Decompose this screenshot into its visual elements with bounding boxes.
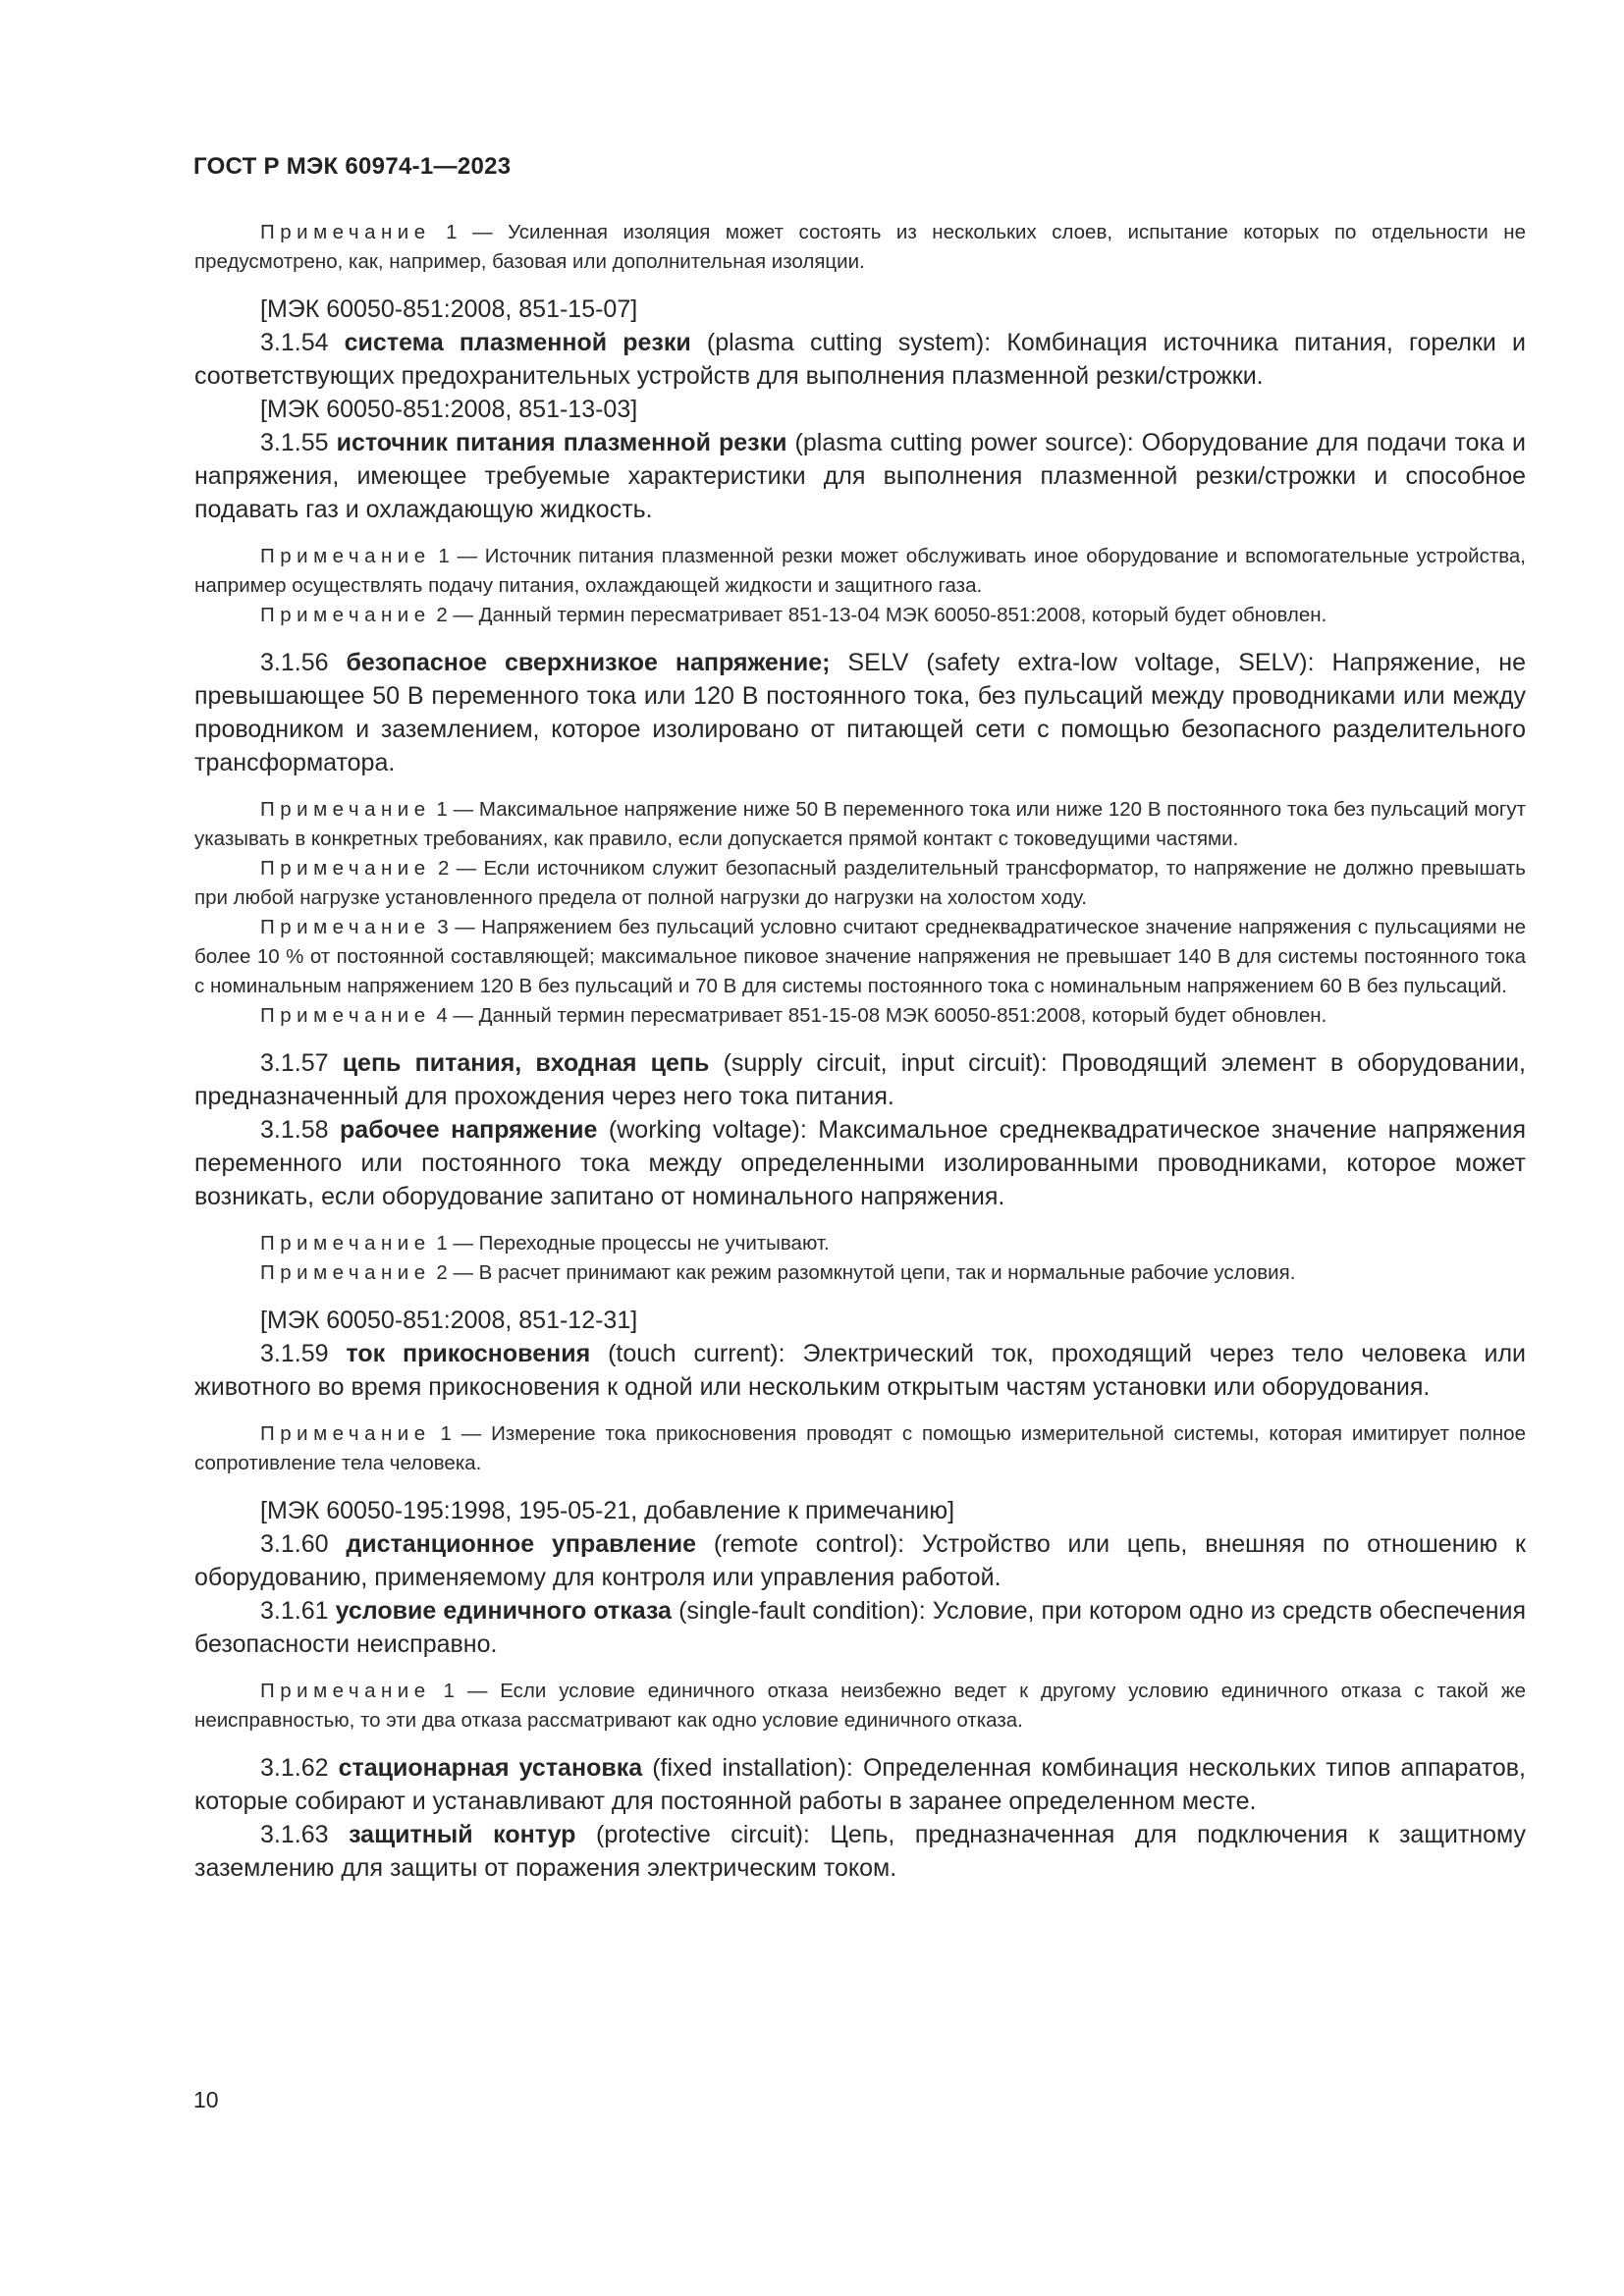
reference: [МЭК 60050-851:2008, 851-15-07] [260,295,638,323]
note-label: Примечание [260,1680,431,1702]
note: Примечание 3 — Напряжением без пульсаций условно считают среднеквадратическое значение напряжения с пульсациями не более 10 % от постоянной составляющей; максимальное пиковое значение напряжения не превышает 140 В для системы постоянного тока с номинальным напряжением 120 В без пульсаций и 70 В для системы постоянного тока с номинальным напряжением 60 В без пульсаций. [194,916,1526,997]
page-number: 10 [193,2087,219,2112]
term: ток прикосновения [346,1340,591,1367]
note: Примечание 1 — Измерение тока прикосновения проводят с помощью измерительной системы, которая имитирует полное сопротивление тела человека. [194,1422,1526,1474]
term: условие единичного отказа [335,1597,672,1625]
standard-header: ГОСТ Р МЭК 60974-1—2023 [193,153,512,180]
note: Примечание 1 — Максимальное напряжение ниже 50 В переменного тока или ниже 120 В постоянного тока без пульсаций могут указывать в конкретных требованиях, как правило, если допускается прямой контакт с токоведущими частями. [194,798,1526,850]
definition-3-1-58: 3.1.58 рабочее напряжение (working voltage): Максимальное среднеквадратическое значение напряжения переменного или постоянного тока между определенными изолированными проводниками, которое может возникать, если оборудование запитано от номинального напряжения. [194,1116,1526,1210]
reference: [МЭК 60050-195:1998, 195-05-21, добавление к примечанию] [260,1497,955,1524]
definition-3-1-62: 3.1.62 стационарная установка (fixed installation): Определенная комбинация нескольких типов аппаратов, которые собирают и устанавливают для постоянной работы в заранее определенном месте. [194,1754,1526,1815]
note: Примечание 1 — Усиленная изоляция может состоять из нескольких слоев, испытание которых по отдельности не предусмотрено, как, например, базовая или дополнительная изоляции. [194,221,1526,273]
note-label: Примечание [260,1422,431,1445]
definition-3-1-61: 3.1.61 условие единичного отказа (single-fault condition): Условие, при котором одно из средств обеспечения безопасности неисправно. [194,1597,1526,1658]
note-label: Примечание [260,545,431,567]
definition-3-1-60: 3.1.60 дистанционное управление (remote control): Устройство или цепь, внешняя по отношению к оборудованию, применяемому для контроля или управления работой. [194,1530,1526,1591]
note-label: Примечание [260,1004,431,1027]
note: Примечание 1 — Источник питания плазменной резки может обслуживать иное оборудование и вспомогательные устройства, например осуществлять подачу питания, охлаждающей жидкости и защитного газа. [194,545,1526,597]
reference: [МЭК 60050-851:2008, 851-12-31] [260,1307,638,1334]
note-label: Примечание [260,857,431,880]
term: защитный контур [349,1821,576,1848]
term: безопасное сверхнизкое напряжение; [346,649,831,676]
term: цепь питания, входная цепь [342,1049,710,1077]
page-content [194,218,1526,1885]
note: Примечание 2 — Данный термин пересматривает 851-13-04 МЭК 60050-851:2008, который будет обновлен. [260,604,1327,626]
definition-3-1-54: 3.1.54 система плазменной резки (plasma cutting system): Комбинация источника питания, горелки и соответствующих предохранительных устройств для выполнения плазменной резки/строжки. [194,329,1527,390]
note: Примечание 2 — Если источником служит безопасный разделительный трансформатор, то напряжение не должно превышать при любой нагрузке установленного предела от полной нагрузки до нагрузки на холостом ходу. [194,857,1526,909]
reference: [МЭК 60050-851:2008, 851-13-03] [260,396,638,423]
definition-3-1-55: 3.1.55 источник питания плазменной резки (plasma cutting power source): Оборудование для подачи тока и напряжения, имеющее требуемые характеристики для выполнения плазменной резки/строжки и способное подавать газ и охлаждающую жидкость. [194,429,1527,523]
note-label: Примечание [260,1232,431,1255]
note-label: Примечание [260,221,431,243]
definition-3-1-57: 3.1.57 цепь питания, входная цепь (supply circuit, input circuit): Проводящий элемент в оборудовании, предназначенный для прохождения через него тока питания. [194,1049,1526,1110]
definition-3-1-59: 3.1.59 ток прикосновения (touch current): Электрический ток, проходящий через тело человека или животного во время прикосновения к одной или нескольким открытым частям установки или оборудования. [194,1340,1526,1401]
term: стационарная установка [338,1754,643,1782]
note: Примечание 4 — Данный термин пересматривает 851-15-08 МЭК 60050-851:2008, который будет обновлен. [260,1004,1327,1027]
note-label: Примечание [260,798,431,821]
definition-3-1-63: 3.1.63 защитный контур (protective circuit): Цепь, предназначенная для подключения к защитному заземлению для защиты от поражения электрическим током. [194,1821,1526,1882]
term: система плазменной резки [344,329,691,356]
term: рабочее напряжение [340,1116,598,1144]
term: источник питания плазменной резки [336,429,787,456]
note-label: Примечание [260,604,431,626]
term: дистанционное управление [346,1530,696,1558]
note: Примечание 1 — Переходные процессы не учитывают. [260,1232,830,1255]
note-label: Примечание [260,1261,431,1284]
note: Примечание 2 — В расчет принимают как режим разомкнутой цепи, так и нормальные рабочие условия. [260,1261,1296,1284]
note-label: Примечание [260,916,431,938]
note: Примечание 1 — Если условие единичного отказа неизбежно ведет к другому условию единичного отказа с такой же неисправностью, то эти два отказа рассматривают как одно условие единичного отказа. [194,1680,1526,1732]
definition-3-1-56: 3.1.56 безопасное сверхнизкое напряжение; SELV (safety extra-low voltage, SELV): Напряжение, не превышающее 50 В переменного тока или 120 В постоянного тока, без пульсаций между проводниками или между проводником и заземлением, которое изолировано от питающей сети с помощью безопасного разделительного трансформатора. [194,649,1527,776]
